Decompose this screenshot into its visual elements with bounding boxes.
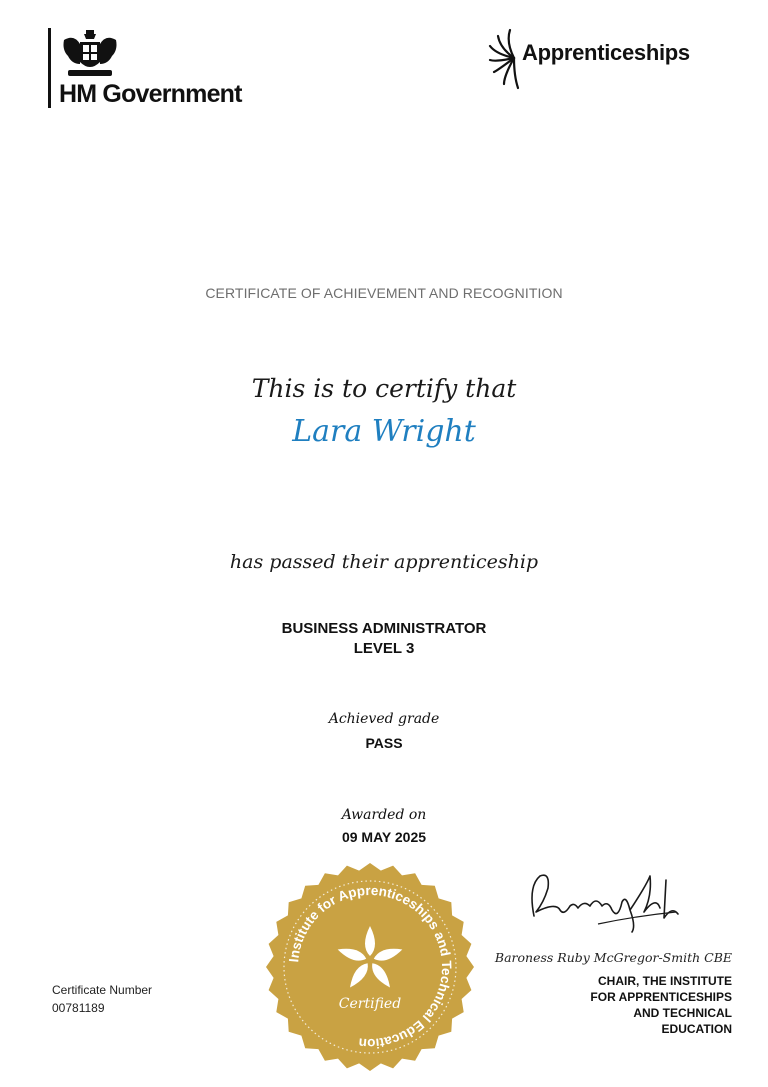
gov-logo-bar [48, 28, 51, 108]
seal-center-text: Certified [338, 996, 402, 1012]
signatory-role-line: FOR APPRENTICESHIPS [590, 990, 732, 1004]
certificate-number-label: Certificate Number [52, 983, 153, 997]
passed-statement: has passed their apprenticeship [229, 551, 539, 573]
award-date-label: Awarded on [341, 807, 427, 823]
signatory-role [520, 973, 732, 1037]
recipient-name: Lara Wright [292, 414, 476, 449]
grade-value: PASS [365, 735, 403, 751]
certify-statement: This is to certify that [251, 374, 517, 403]
award-date-value: 09 MAY 2025 [341, 829, 427, 845]
certificate-number: 00781189 [52, 1001, 105, 1015]
signatory-role-line: AND TECHNICAL [633, 1006, 732, 1020]
signatory-role-line: EDUCATION [661, 1022, 732, 1036]
signatory-name: Baroness Ruby McGregor-Smith CBE [494, 950, 732, 965]
signature-image [526, 866, 686, 936]
programme-name: Apprenticeships [522, 40, 690, 65]
apprenticeship-title [0, 619, 768, 659]
signatory-role-line: CHAIR, THE INSTITUTE [598, 974, 732, 988]
course-name: BUSINESS ADMINISTRATOR [281, 620, 487, 637]
certificate-title: CERTIFICATE OF ACHIEVEMENT AND RECOGNITION [205, 285, 563, 301]
course-level: LEVEL 3 [353, 640, 415, 657]
gov-name: HM Government [59, 80, 242, 108]
grade-label: Achieved grade [328, 711, 440, 727]
royal-crest-icon [60, 28, 120, 80]
seal-ring-text: Institute for Apprenticeships and Technical Education [286, 882, 455, 1052]
certified-seal [265, 862, 475, 1072]
